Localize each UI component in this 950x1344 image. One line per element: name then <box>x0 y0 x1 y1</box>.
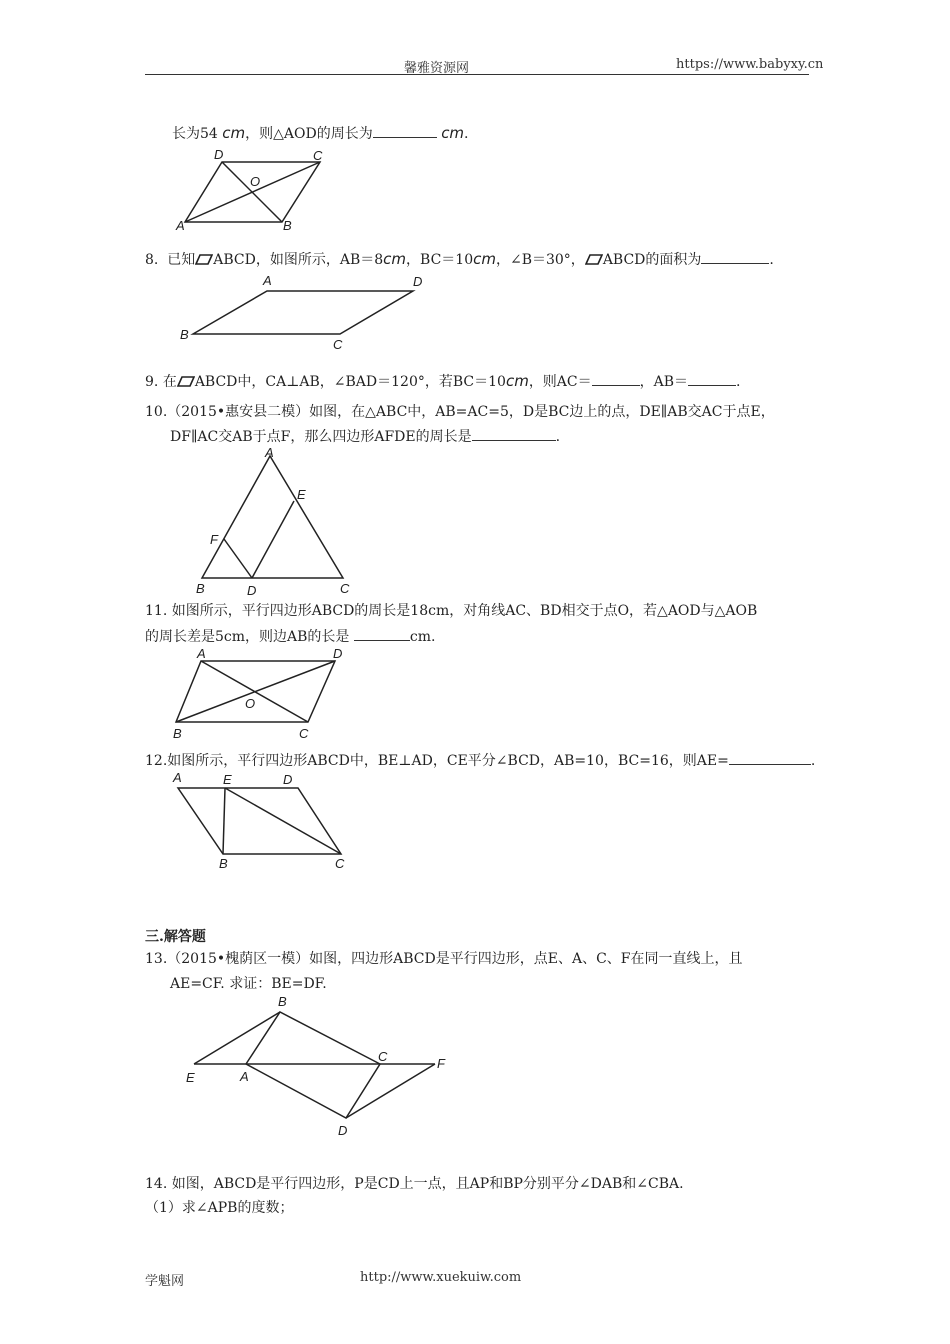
svg-text:A: A <box>176 218 185 232</box>
svg-text:B: B <box>173 726 182 741</box>
svg-text:D: D <box>283 772 293 787</box>
parallelogram-icon <box>585 252 603 262</box>
svg-text:D: D <box>413 274 423 289</box>
footer-site-url[interactable]: http://www.xuekuiw.com <box>360 1270 522 1285</box>
q10-line1: 10.（2015•惠安县二模）如图，在△ABC中，AB=AC=5，D是BC边上的点，DE∥AB交AC于点E， <box>145 404 775 420</box>
parallelogram-icon <box>177 374 195 384</box>
q11-line2: 的周长差是5cm，则边AB的长是 cm. <box>145 629 436 645</box>
svg-text:B: B <box>219 856 228 871</box>
svg-text:B: B <box>278 994 287 1009</box>
footer-site-name: 学魁网 <box>145 1274 185 1289</box>
q7-text: 长为54 cm，则△AOD的周长为 cm. <box>172 124 469 142</box>
svg-text:C: C <box>378 1049 388 1064</box>
q14-line2: （1）求∠APB的度数； <box>145 1200 294 1216</box>
unit-cm: cm <box>222 124 246 142</box>
svg-text:E: E <box>223 772 232 787</box>
q8-text: 8. 已知 ABCD，如图所示，AB＝8cm，BC＝10cm，∠B＝30°， ABCD的面积为 . <box>145 250 774 268</box>
svg-text:F: F <box>210 532 218 547</box>
svg-text:C: C <box>333 337 343 352</box>
q9-text: 9. 在 ABCD中，CA⊥AB，∠BAD＝120°，若BC＝10cm，则AC＝ ，AB＝ . <box>145 372 741 390</box>
svg-text:A: A <box>240 1069 249 1084</box>
q7-parallelogram-figure <box>170 146 340 232</box>
answer-blank <box>373 124 437 138</box>
svg-text:B: B <box>283 218 292 232</box>
q10-triangle-figure <box>190 444 365 599</box>
answer-blank <box>701 250 769 264</box>
svg-text:B: B <box>196 581 205 596</box>
q13-parallelogram-figure <box>178 990 463 1140</box>
svg-text:D: D <box>214 147 224 162</box>
q14-line1: 14. 如图，ABCD是平行四边形，P是CD上一点，且AP和BP分别平分∠DAB和∠CBA. <box>145 1176 684 1192</box>
answer-blank-ab <box>688 372 736 386</box>
q13-line2: AE=CF. 求证：BE=DF. <box>170 976 327 992</box>
svg-text:A: A <box>173 770 182 785</box>
svg-text:E: E <box>297 487 306 502</box>
svg-text:E: E <box>186 1070 195 1085</box>
svg-text:B: B <box>180 327 189 342</box>
header-rule <box>145 74 809 75</box>
q12-parallelogram-figure <box>168 768 358 872</box>
svg-text:D: D <box>247 583 257 598</box>
q11-parallelogram-figure <box>165 644 355 742</box>
answer-blank <box>472 427 556 441</box>
answer-blank <box>354 627 410 641</box>
q13-line1: 13.（2015•槐荫区一模）如图，四边形ABCD是平行四边形，点E、A、C、F在同一直线上，且 <box>145 951 743 967</box>
q11-line1: 11. 如图所示，平行四边形ABCD的周长是18cm，对角线AC、BD相交于点O，若△AOD与△AOB <box>145 603 758 619</box>
svg-text:C: C <box>313 148 323 163</box>
section-title: 三.解答题 <box>145 929 206 945</box>
svg-text:A: A <box>263 273 272 288</box>
q10-line2: DF∥AC交AB于点F，那么四边形AFDE的周长是 . <box>170 429 561 445</box>
q12-text: 12.如图所示，平行四边形ABCD中，BE⊥AD，CE平分∠BCD，AB=10，BC=16，则AE= . <box>145 753 816 769</box>
svg-text:A: A <box>265 445 274 460</box>
answer-blank <box>729 751 811 765</box>
header-site-name: 馨雅资源网 <box>404 61 470 76</box>
svg-text:A: A <box>197 646 206 661</box>
svg-text:D: D <box>333 646 343 661</box>
svg-text:O: O <box>250 174 261 189</box>
svg-text:F: F <box>437 1056 445 1071</box>
answer-blank-ac <box>592 372 640 386</box>
q8-parallelogram-figure <box>175 272 435 352</box>
svg-text:D: D <box>338 1123 348 1138</box>
svg-text:C: C <box>299 726 309 741</box>
svg-text:O: O <box>245 696 256 711</box>
parallelogram-icon <box>195 252 213 262</box>
svg-text:C: C <box>340 581 350 596</box>
svg-text:C: C <box>335 856 345 871</box>
header-site-url[interactable]: https://www.babyxy.cn <box>676 57 824 72</box>
